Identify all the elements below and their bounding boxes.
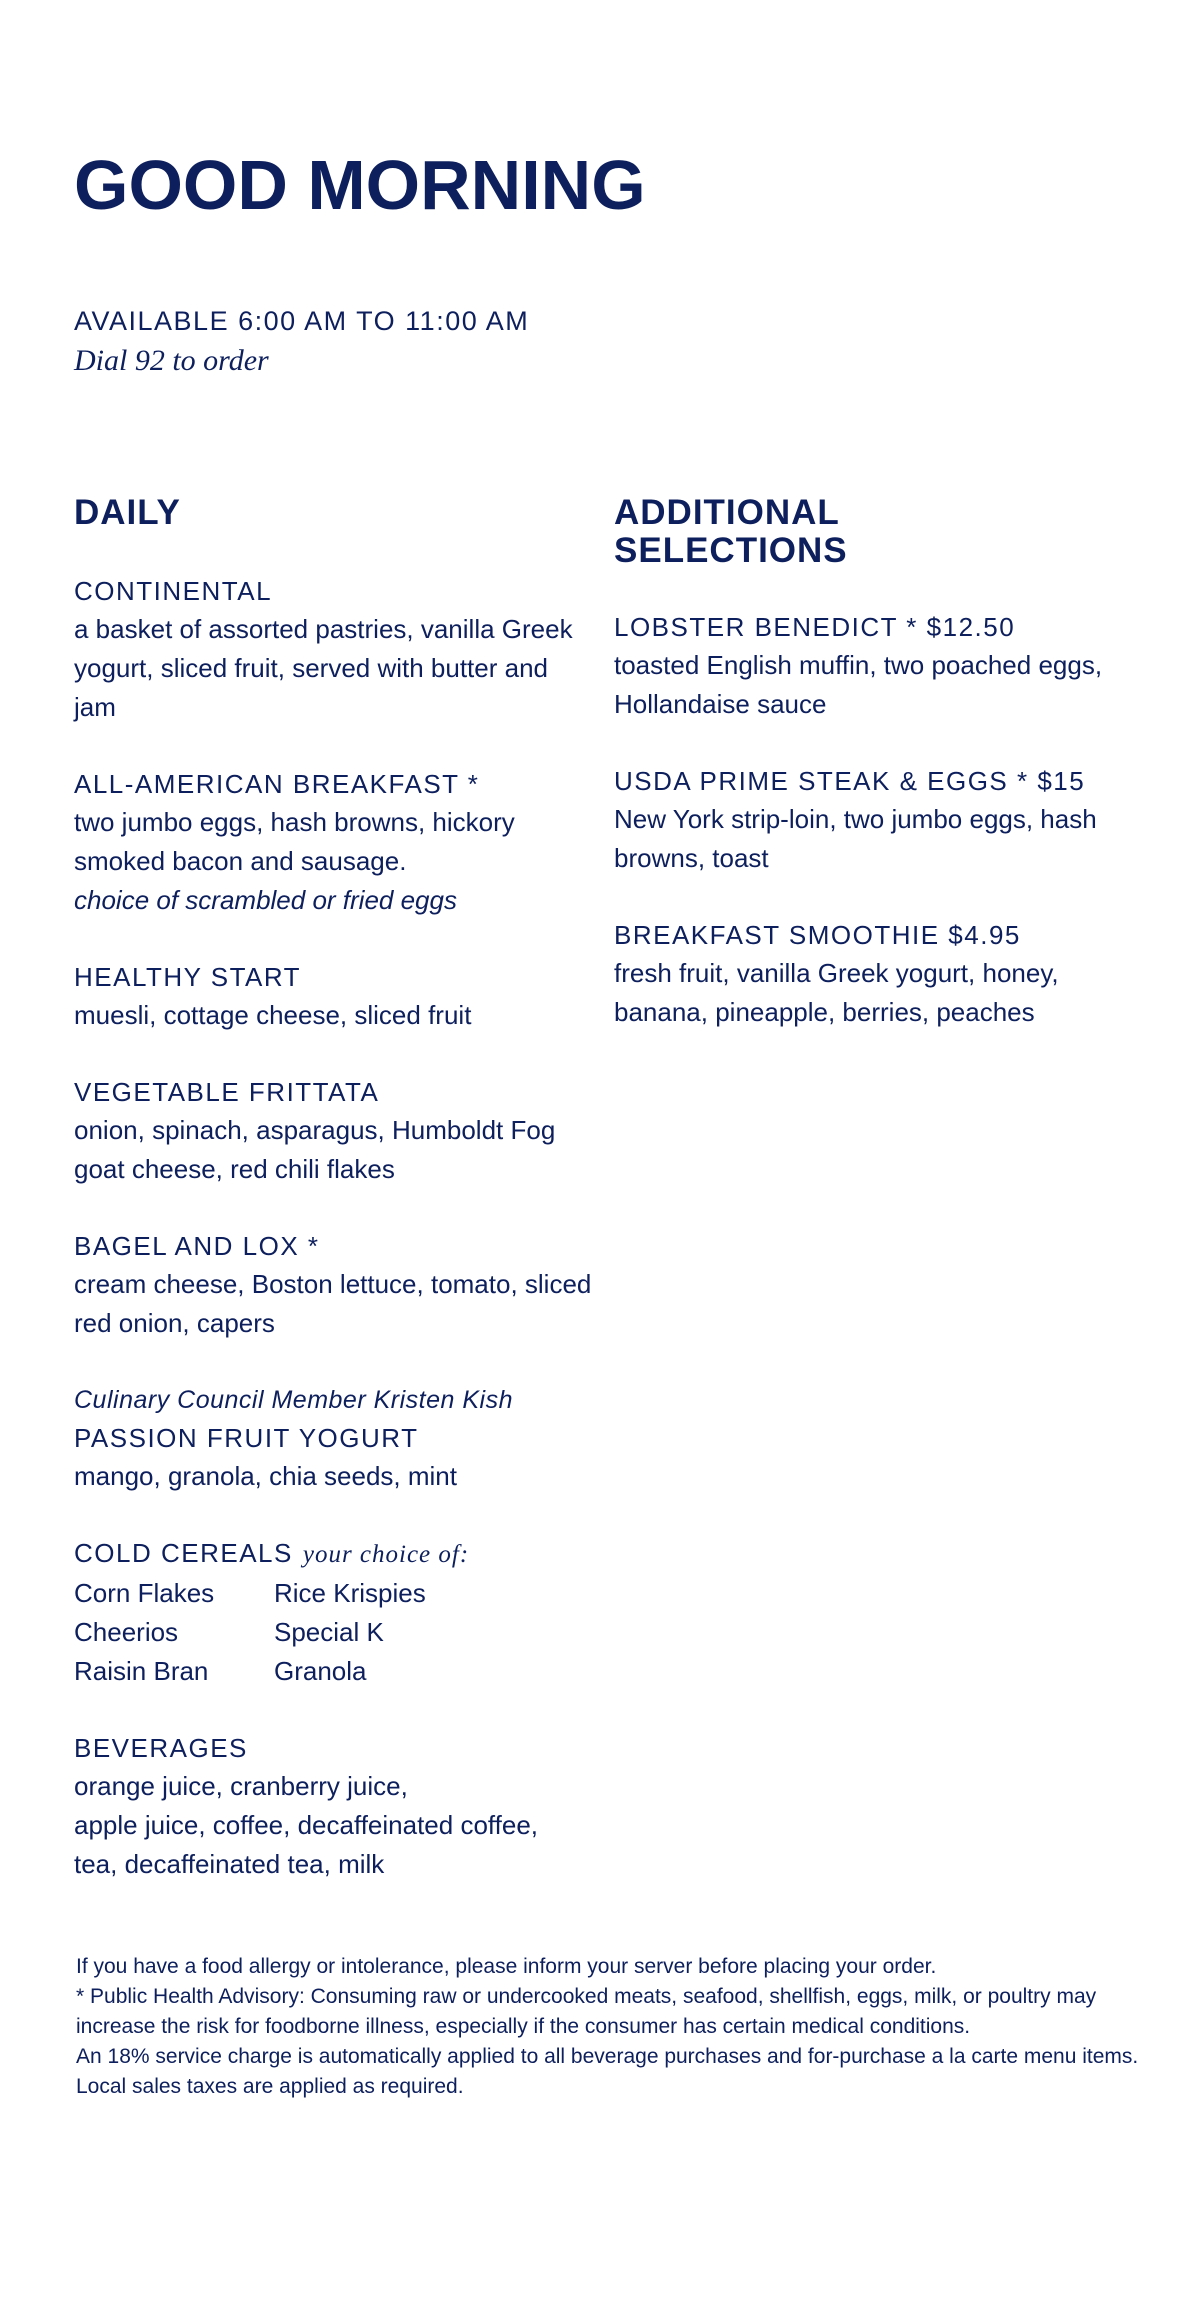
menu-item-beverages <box>74 1729 594 1884</box>
item-note: choice of scrambled or fried eggs <box>74 885 457 915</box>
item-name: HEALTHY START <box>74 962 302 992</box>
item-description: fresh fruit, vanilla Greek yogurt, honey, banana, pineapple, berries, peaches <box>614 958 1059 1027</box>
cereal-option: Special K <box>274 1617 384 1647</box>
item-name: VEGETABLE FRITTATA <box>74 1077 380 1107</box>
menu-item-steak-and-eggs <box>614 762 1154 878</box>
cereal-option: Granola <box>274 1656 367 1686</box>
item-description-line: orange juice, cranberry juice, <box>74 1771 408 1801</box>
item-description: toasted English muffin, two poached eggs, Hollandaise sauce <box>614 650 1103 719</box>
daily-heading: DAILY <box>74 493 181 532</box>
item-description: onion, spinach, asparagus, Humboldt Fog goat cheese, red chili flakes <box>74 1115 556 1184</box>
item-description: mango, granola, chia seeds, mint <box>74 1461 457 1491</box>
menu-item-all-american <box>74 765 594 920</box>
item-description: cream cheese, Boston lettuce, tomato, sliced red onion, capers <box>74 1269 592 1338</box>
additional-heading <box>614 494 1154 570</box>
item-name <box>74 1534 594 1574</box>
menu-item-passion-fruit-yogurt <box>74 1381 594 1496</box>
item-name: LOBSTER BENEDICT * $12.50 <box>614 612 1016 642</box>
item-name: BEVERAGES <box>74 1733 248 1763</box>
daily-column <box>74 494 594 1922</box>
cereal-option: Cheerios <box>74 1617 179 1647</box>
menu-item-cold-cereals <box>74 1534 594 1691</box>
item-name: CONTINENTAL <box>74 576 273 606</box>
item-description: muesli, cottage cheese, sliced fruit <box>74 1000 472 1030</box>
cereal-heading: COLD CEREALS <box>74 1538 293 1568</box>
service-charge-notice: An 18% service charge is automatically applied to all beverage purchases and for-purchase a la carte menu items. Local sales taxes are applied as required. <box>76 2045 1139 2098</box>
menu-item-bagel-and-lox <box>74 1227 594 1343</box>
item-description: New York strip-loin, two jumbo eggs, hash browns, toast <box>614 804 1097 873</box>
heading-line: SELECTIONS <box>614 531 848 570</box>
dial-to-order: Dial 92 to order <box>74 344 269 377</box>
menu-item-vegetable-frittata <box>74 1073 594 1189</box>
item-description-line: tea, decaffeinated tea, milk <box>74 1849 385 1879</box>
cereal-option: Rice Krispies <box>274 1578 426 1608</box>
item-name: BREAKFAST SMOOTHIE $4.95 <box>614 920 1021 950</box>
heading-line: ADDITIONAL <box>614 493 840 532</box>
item-name: BAGEL AND LOX * <box>74 1231 320 1261</box>
item-description-line: apple juice, coffee, decaffeinated coffee, <box>74 1810 539 1840</box>
availability-hours: AVAILABLE 6:00 AM TO 11:00 AM <box>74 306 530 336</box>
page-title: GOOD MORNING <box>74 146 646 224</box>
item-description: two jumbo eggs, hash browns, hickory smoked bacon and sausage. <box>74 807 515 876</box>
cereal-options <box>74 1574 594 1691</box>
choice-note: your choice of: <box>302 1541 470 1568</box>
cereal-option: Raisin Bran <box>74 1656 209 1686</box>
health-advisory: * Public Health Advisory: Consuming raw or undercooked meats, seafood, shellfish, eggs, milk, or poultry may increase the risk for foodborne illness, especially if the consumer has certain medical conditions. <box>76 1985 1097 2038</box>
menu-item-healthy-start <box>74 958 594 1035</box>
footer-disclaimer <box>76 1952 1146 2102</box>
item-name: PASSION FRUIT YOGURT <box>74 1423 419 1453</box>
additional-column <box>614 494 1154 1070</box>
item-name: USDA PRIME STEAK & EGGS * $15 <box>614 766 1086 796</box>
menu-item-continental <box>74 572 594 727</box>
menu-item-breakfast-smoothie <box>614 916 1154 1032</box>
item-description: a basket of assorted pastries, vanilla Greek yogurt, sliced fruit, served with butter and jam <box>74 614 573 722</box>
cereal-option: Corn Flakes <box>74 1578 215 1608</box>
menu-item-lobster-benedict <box>614 608 1154 724</box>
item-name: ALL-AMERICAN BREAKFAST * <box>74 769 480 799</box>
allergy-notice: If you have a food allergy or intolerance, please inform your server before placing your order. <box>76 1955 937 1978</box>
chef-credit: Culinary Council Member Kristen Kish <box>74 1386 513 1414</box>
